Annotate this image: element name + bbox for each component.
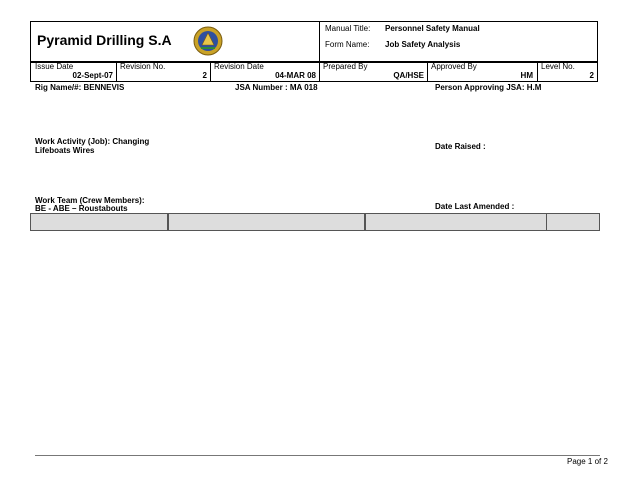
revision-no-label: Revision No. — [120, 62, 166, 71]
date-raised: Date Raised : — [435, 142, 486, 151]
work-activity-line2: Lifeboats Wires — [35, 146, 95, 155]
info-divider — [210, 62, 211, 82]
approved-by-value: HM — [520, 71, 533, 80]
form-name-value: Job Safety Analysis — [385, 40, 461, 49]
info-divider — [116, 62, 117, 82]
table-header-bar — [30, 213, 600, 231]
person-approving: Person Approving JSA: H.M — [435, 83, 542, 92]
table-header-divider — [167, 213, 169, 231]
work-team-line2: BE - ABE – Roustabouts — [35, 204, 128, 213]
level-no-value: 2 — [589, 71, 594, 80]
level-no-label: Level No. — [541, 62, 575, 71]
approved-by-label: Approved By — [431, 62, 477, 71]
prepared-by-value: QA/HSE — [393, 71, 424, 80]
table-header-divider — [546, 213, 547, 231]
table-header-divider — [364, 213, 366, 231]
work-team-line1: Work Team (Crew Members): — [35, 196, 145, 205]
date-last-amended: Date Last Amended : — [435, 202, 515, 211]
revision-date-label: Revision Date — [214, 62, 264, 71]
prepared-by-label: Prepared By — [323, 62, 368, 71]
manual-title-value: Personnel Safety Manual — [385, 24, 480, 33]
issue-date-label: Issue Date — [35, 62, 74, 71]
company-name: Pyramid Drilling S.A — [37, 32, 172, 48]
revision-no-value: 2 — [202, 71, 207, 80]
revision-date-value: 04-MAR 08 — [275, 71, 316, 80]
form-name-label: Form Name: — [325, 40, 370, 49]
footer-rule — [35, 455, 600, 456]
company-logo-icon — [193, 26, 223, 56]
info-divider — [319, 62, 320, 82]
page-number: Page 1 of 2 — [567, 457, 608, 466]
manual-title-label: Manual Title: — [325, 24, 371, 33]
jsa-number: JSA Number : MA 018 — [235, 83, 318, 92]
info-divider — [537, 62, 538, 82]
info-divider — [427, 62, 428, 82]
rig-name: Rig Name/#: BENNEVIS — [35, 83, 125, 92]
issue-date-value: 02-Sept-07 — [72, 71, 113, 80]
work-activity-line1: Work Activity (Job): Changing — [35, 137, 150, 146]
header-divider — [319, 21, 320, 62]
